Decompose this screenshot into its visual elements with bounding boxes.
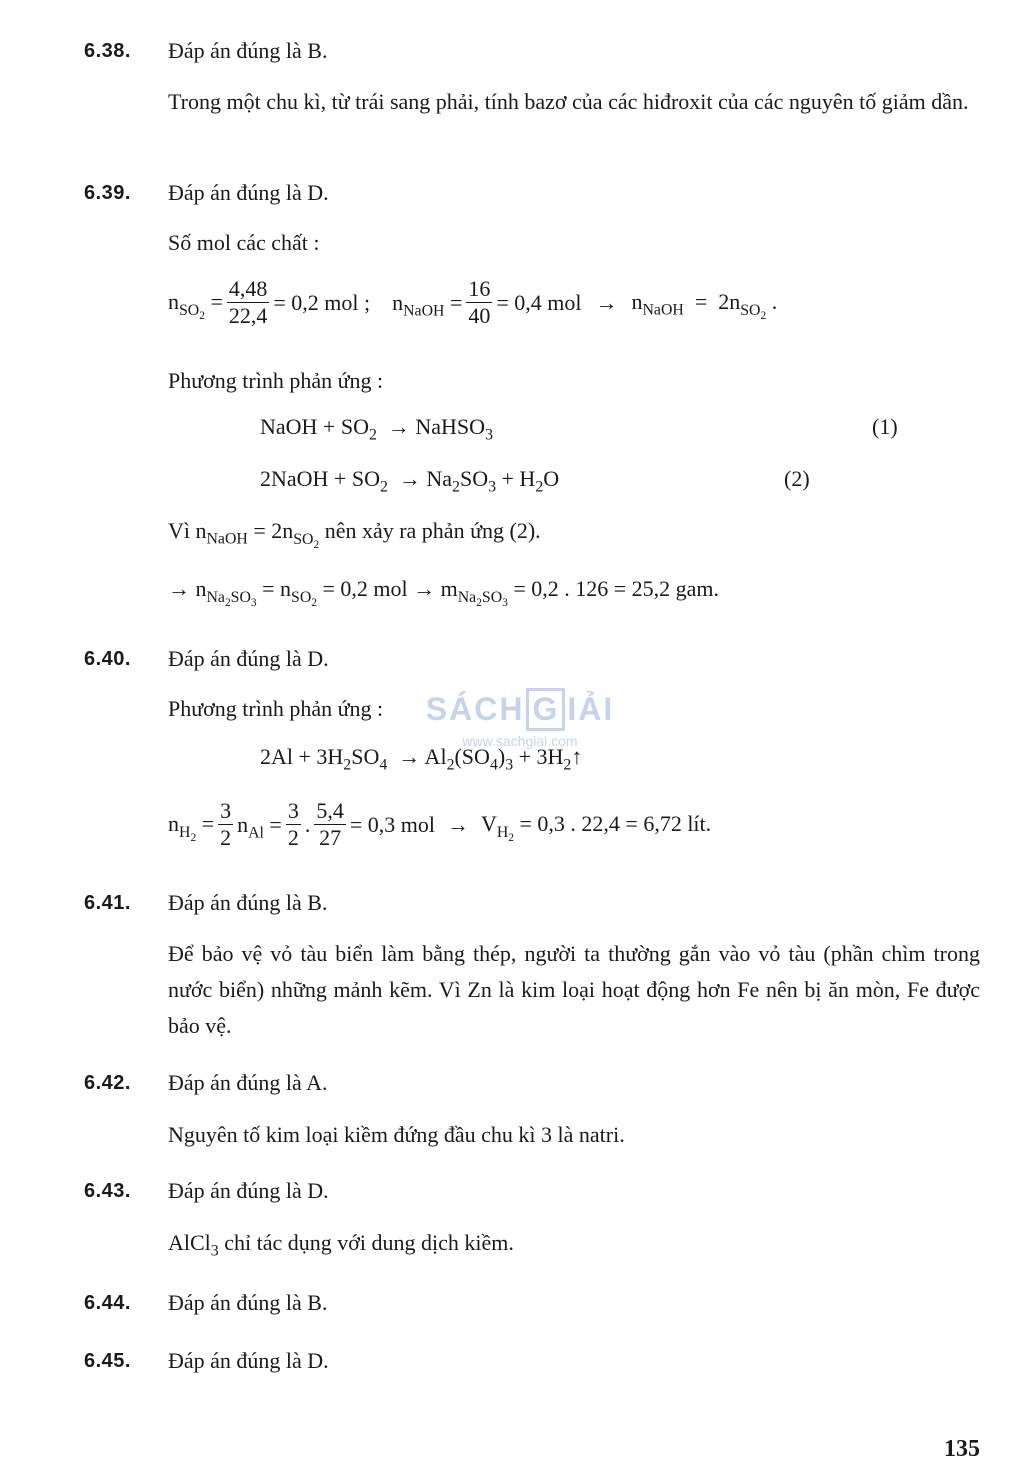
answer-line: Đáp án đúng là D. (168, 1178, 329, 1203)
answer-line: Đáp án đúng là D. (168, 646, 329, 671)
answer-line: Đáp án đúng là B. (168, 1290, 328, 1315)
explanation: Số mol các chất : (168, 230, 320, 255)
watermark-logo: SÁCH G IẢI www.sachgiai.com (420, 688, 620, 788)
question-number: 6.39. (84, 182, 131, 204)
question-number: 6.40. (84, 648, 131, 670)
explanation: AlCl$_3$ chỉ tác dụng với dung dịch kiềm. (168, 1230, 514, 1260)
fraction: $\frac{3}{2}$ (287, 798, 299, 850)
answer-line: Đáp án đúng là A. (168, 1070, 328, 1095)
explanation: Trong một chu kì, từ trái sang phải, tính bazơ của các hiđroxit của các nguyên tố giảm dần. (168, 89, 969, 114)
equation-number: (2) (784, 466, 810, 491)
reaction-equation: NaOH + $SO_2$ → NaHSO$_3$ (260, 414, 493, 444)
page-number: 135 (944, 1436, 980, 1462)
question-number: 6.44. (84, 1292, 131, 1314)
mole-calculation: $n_{SO_2}$ = $\frac{4,48}{22,4}$ = 0,2 mol ; $n_{NaOH}$ = $\frac{16}{40}$ = 0,4 mol → $n_{NaOH} = 2n_{SO_2}$ . (168, 276, 778, 328)
fraction: $\frac{16}{40}$ (468, 276, 491, 328)
answer-line: Đáp án đúng là D. (168, 1348, 329, 1373)
explanation: Nguyên tố kim loại kiềm đứng đầu chu kì 3 là natri. (168, 1122, 625, 1147)
question-number: 6.38. (84, 40, 131, 62)
answer-line: Đáp án đúng là B. (168, 890, 328, 915)
question-number: 6.45. (84, 1350, 131, 1372)
hydrogen-calculation: $n_{H_2}$ = $\frac{3}{2}$ $n_{Al}$ = $\frac{3}{2}$ . $\frac{5,4}{27}$ = 0,3 mol → $V_{H_2} = 0,3$ . 22,4 = 6,72 lít. (168, 798, 712, 850)
equation-label: Phương trình phản ứng : (168, 368, 384, 393)
result-line: → $n_{Na_2SO_3} = n_{SO_2} = 0,2$ mol → $m_{Na_2SO_3} = 0,2$ . 126 = 25,2 gam. (168, 576, 720, 609)
fraction: $\frac{4,48}{22,4}$ (228, 276, 268, 328)
question-number: 6.41. (84, 892, 131, 914)
answer-line: Đáp án đúng là B. (168, 38, 328, 63)
reasoning-line: Vì $n_{NaOH} = 2n_{SO_2}$ nên xảy ra phản ứng (2). (168, 518, 541, 551)
reaction-equation: 2NaOH + $SO_2 \to Na_2SO_3 + H_2O$ (260, 466, 560, 496)
reaction-equation: $2Al + 3H_2SO_4 \to Al_2(SO_4)_3$ + $3H_2↑$ (260, 744, 583, 774)
fraction: $\frac{3}{2}$ (220, 798, 232, 850)
fraction: $\frac{5,4}{27}$ (316, 798, 344, 850)
explanation: Để bảo vệ vỏ tàu biển làm bằng thép, người ta thường gắn vào vỏ tàu (phần chìm trong nước biển) những mảnh kẽm. Vì Zn là kim loại hoạt động hơn Fe nên bị ăn mòn, Fe được bảo vệ. (168, 941, 980, 1038)
equation-label: Phương trình phản ứng : (168, 696, 384, 721)
answer-line: Đáp án đúng là D. (168, 180, 329, 205)
question-number: 6.42. (84, 1072, 131, 1094)
question-number: 6.43. (84, 1180, 131, 1202)
equation-number: (1) (872, 414, 898, 439)
